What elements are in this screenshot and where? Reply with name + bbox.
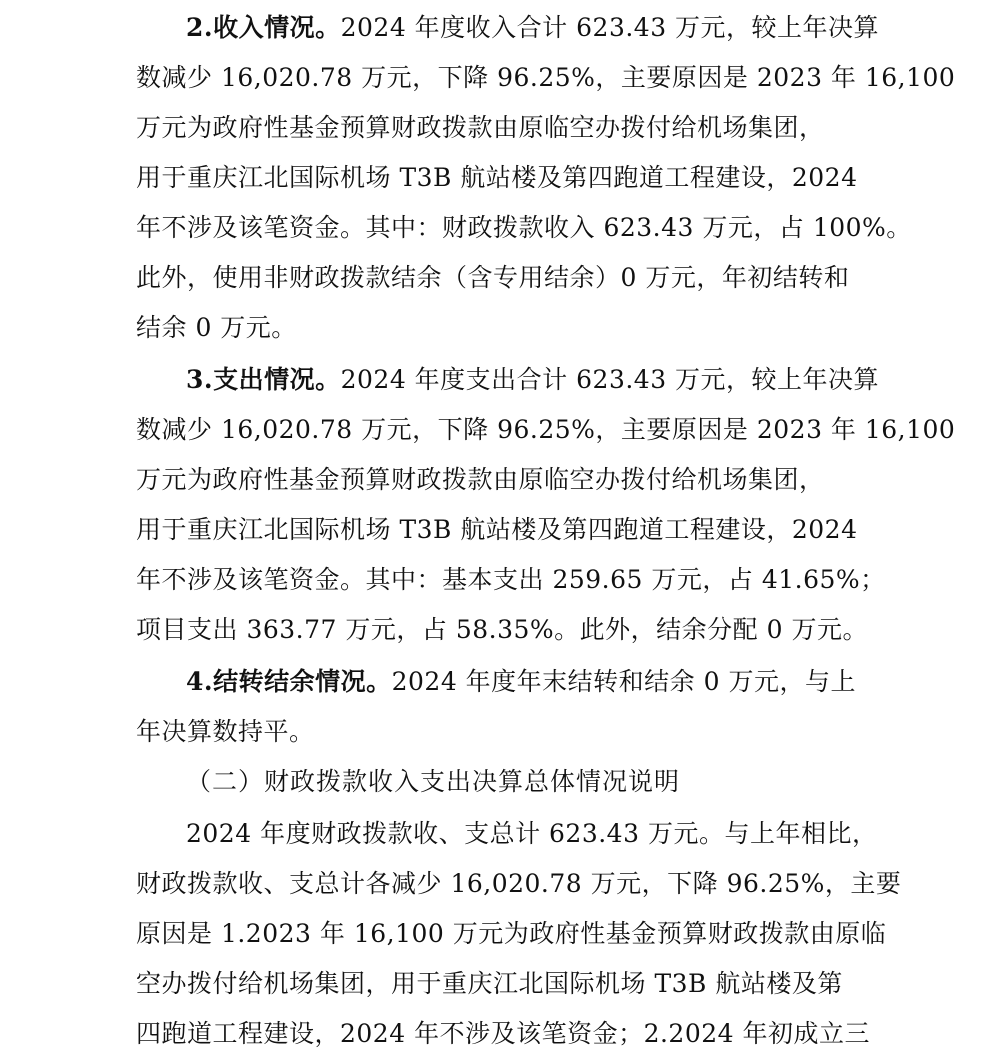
section2-line-1 — [186, 3, 879, 53]
section3-line-5: 年不涉及该笔资金。其中：基本支出 259.65 万元，占 41.65%； — [136, 565, 886, 594]
section2-line-6: 此外，使用非财政拨款结余（含专用结余）0 万元，年初结转和 — [136, 263, 850, 292]
section4-text: 2024 年度年末结转和结余 0 万元，与上 — [391, 667, 856, 696]
section3-line-4: 用于重庆江北国际机场 T3B 航站楼及第四跑道工程建设，2024 — [136, 515, 858, 544]
section2-line-5: 年不涉及该笔资金。其中：财政拨款收入 623.43 万元，占 100%。 — [136, 213, 912, 242]
section3-line-6: 项目支出 363.77 万元，占 58.35%。此外，结余分配 0 万元。 — [136, 615, 868, 644]
section3-line-1 — [186, 355, 879, 405]
section2-line-3: 万元为政府性基金预算财政拨款由原临空办拨付给机场集团， — [136, 113, 825, 142]
paragraph-line-4: 空办拨付给机场集团，用于重庆江北国际机场 T3B 航站楼及第 — [136, 969, 843, 998]
section3-line-2: 数减少 16,020.78 万元，下降 96.25%，主要原因是 2023 年 16,100 — [136, 415, 956, 444]
subsection2-heading: （二）财政拨款收入支出决算总体情况说明 — [186, 767, 681, 796]
section3-heading: 3.支出情况。 — [186, 365, 341, 394]
paragraph-line-1: 2024 年度财政拨款收、支总计 623.43 万元。与上年相比， — [186, 819, 878, 848]
section4-heading: 4.结转结余情况。 — [186, 667, 392, 696]
section4-line-2: 年决算数持平。 — [136, 717, 315, 746]
paragraph-line-3: 原因是 1.2023 年 16,100 万元为政府性基金预算财政拨款由原临 — [136, 919, 887, 948]
section2-line-4: 用于重庆江北国际机场 T3B 航站楼及第四跑道工程建设，2024 — [136, 163, 858, 192]
paragraph-line-2: 财政拨款收、支总计各减少 16,020.78 万元，下降 96.25%，主要 — [136, 869, 902, 898]
section2-line-2: 数减少 16,020.78 万元，下降 96.25%，主要原因是 2023 年 16,100 — [136, 63, 956, 92]
section2-text: 2024 年度收入合计 623.43 万元，较上年决算 — [340, 13, 880, 42]
section2-line-7: 结余 0 万元。 — [136, 313, 297, 342]
section3-line-3: 万元为政府性基金预算财政拨款由原临空办拨付给机场集团， — [136, 465, 825, 494]
paragraph-line-5: 四跑道工程建设，2024 年不涉及该笔资金；2.2024 年初成立三 — [136, 1019, 870, 1048]
section4-line-1 — [186, 657, 856, 707]
section2-heading: 2.收入情况。 — [186, 13, 341, 42]
section3-text: 2024 年度支出合计 623.43 万元，较上年决算 — [340, 365, 880, 394]
